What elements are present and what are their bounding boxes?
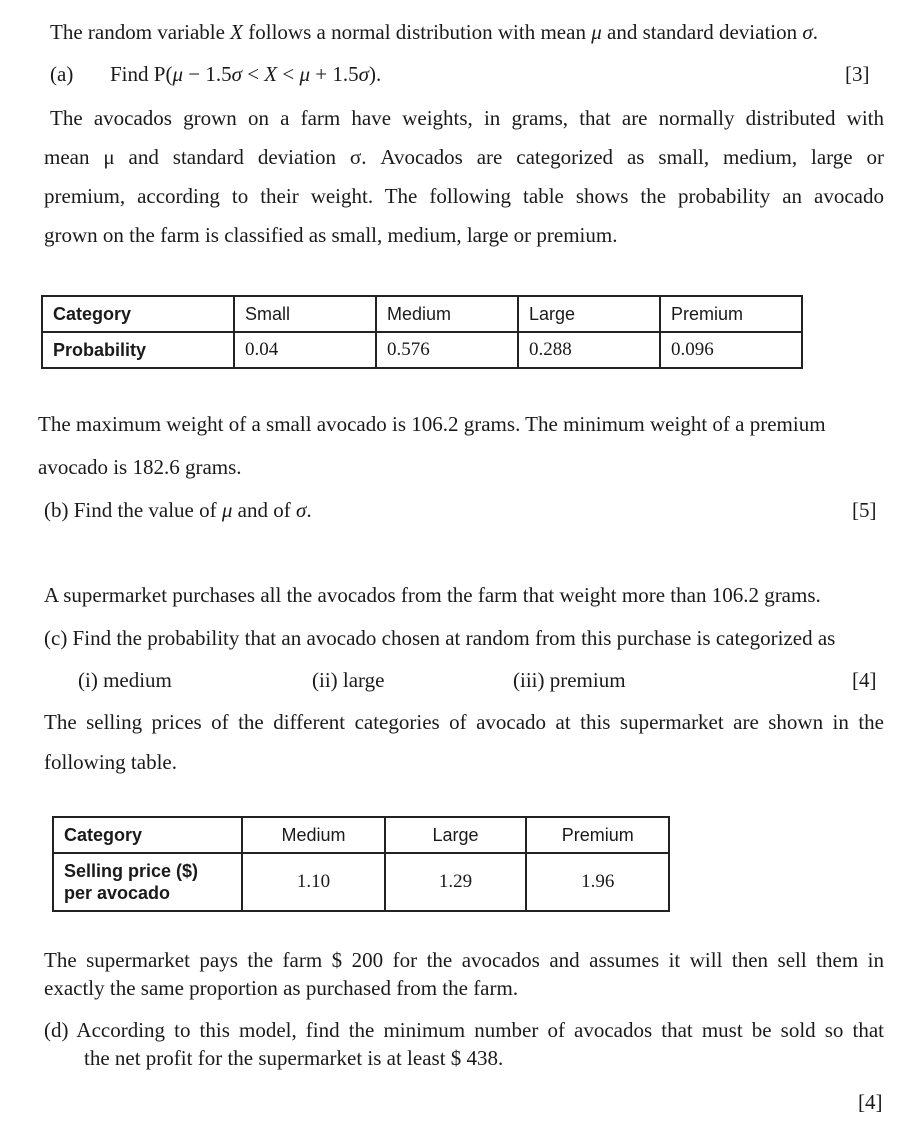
part-c-sub-ii: (ii) large — [312, 668, 385, 692]
probability-table — [41, 295, 803, 369]
table1-row-probability: Probability — [42, 332, 234, 368]
part-d-marks: [4] — [858, 1090, 883, 1114]
para1-line-4: grown on the farm is classified as small, medium, large or premium. — [44, 223, 618, 247]
part-d-line-1: (d) According to this model, find the minimum number of avocados that must be sold so that — [44, 1018, 884, 1042]
table2-col-large: Large — [385, 817, 527, 853]
table2-header-category: Category — [53, 817, 242, 853]
part-c-marks: [4] — [852, 668, 877, 692]
table-row — [53, 853, 669, 911]
part-b-marks: [5] — [852, 498, 877, 522]
para2-line-1: The maximum weight of a small avocado is 106.2 grams. The minimum weight of a premium — [38, 412, 826, 436]
table1-val-small: 0.04 — [234, 332, 376, 368]
table1-val-premium: 0.096 — [660, 332, 802, 368]
table1-col-large: Large — [518, 296, 660, 332]
table1-val-medium: 0.576 — [376, 332, 518, 368]
part-a-label: (a) — [50, 62, 74, 86]
para4-line-1: The selling prices of the different categories of avocado at this supermarket are shown in the — [44, 710, 884, 734]
part-b-question: (b) Find the value of μ and of σ. — [44, 498, 312, 522]
table2-row-price — [53, 853, 242, 911]
para3-line: A supermarket purchases all the avocados from the farm that weight more than 106.2 grams. — [44, 583, 821, 607]
table1-col-small: Small — [234, 296, 376, 332]
table2-col-premium: Premium — [526, 817, 669, 853]
para1-line-3: premium, according to their weight. The following table shows the probability an avocado — [44, 184, 884, 208]
part-c-question: (c) Find the probability that an avocado chosen at random from this purchase is categorized as — [44, 626, 836, 650]
table1-header-category: Category — [42, 296, 234, 332]
table2-row-label-2: per avocado — [64, 883, 171, 903]
table1-col-medium: Medium — [376, 296, 518, 332]
para4-line-2: following table. — [44, 750, 177, 774]
table2-col-medium: Medium — [242, 817, 384, 853]
para1-line-2: mean μ and standard deviation σ. Avocados are categorized as small, medium, large or — [44, 145, 884, 169]
para2-line-2: avocado is 182.6 grams. — [38, 455, 242, 479]
part-d-line-2: the net profit for the supermarket is at least $ 438. — [84, 1046, 504, 1070]
table-row — [42, 332, 802, 368]
table1-col-premium: Premium — [660, 296, 802, 332]
part-c-sub-i: (i) medium — [78, 668, 172, 692]
table2-val-premium: 1.96 — [526, 853, 669, 911]
price-table — [52, 816, 670, 912]
part-a-marks: [3] — [845, 62, 870, 86]
para5-line-1: The supermarket pays the farm $ 200 for the avocados and assumes it will then sell them in — [44, 948, 884, 972]
table2-val-large: 1.29 — [385, 853, 527, 911]
table1-val-large: 0.288 — [518, 332, 660, 368]
intro-text: The random variable X follows a normal distribution with mean μ and standard deviation σ. — [50, 20, 818, 44]
para5-line-2: exactly the same proportion as purchased from the farm. — [44, 976, 519, 1000]
para1-line-1: The avocados grown on a farm have weights, in grams, that are normally distributed with — [50, 106, 884, 130]
part-a-question: Find P(μ − 1.5σ < X < μ + 1.5σ). — [110, 62, 382, 86]
part-c-sub-iii: (iii) premium — [513, 668, 626, 692]
table2-row-label-1: Selling price ($) — [64, 861, 199, 881]
table2-val-medium: 1.10 — [242, 853, 384, 911]
table-row — [53, 817, 669, 853]
table-row — [42, 296, 802, 332]
